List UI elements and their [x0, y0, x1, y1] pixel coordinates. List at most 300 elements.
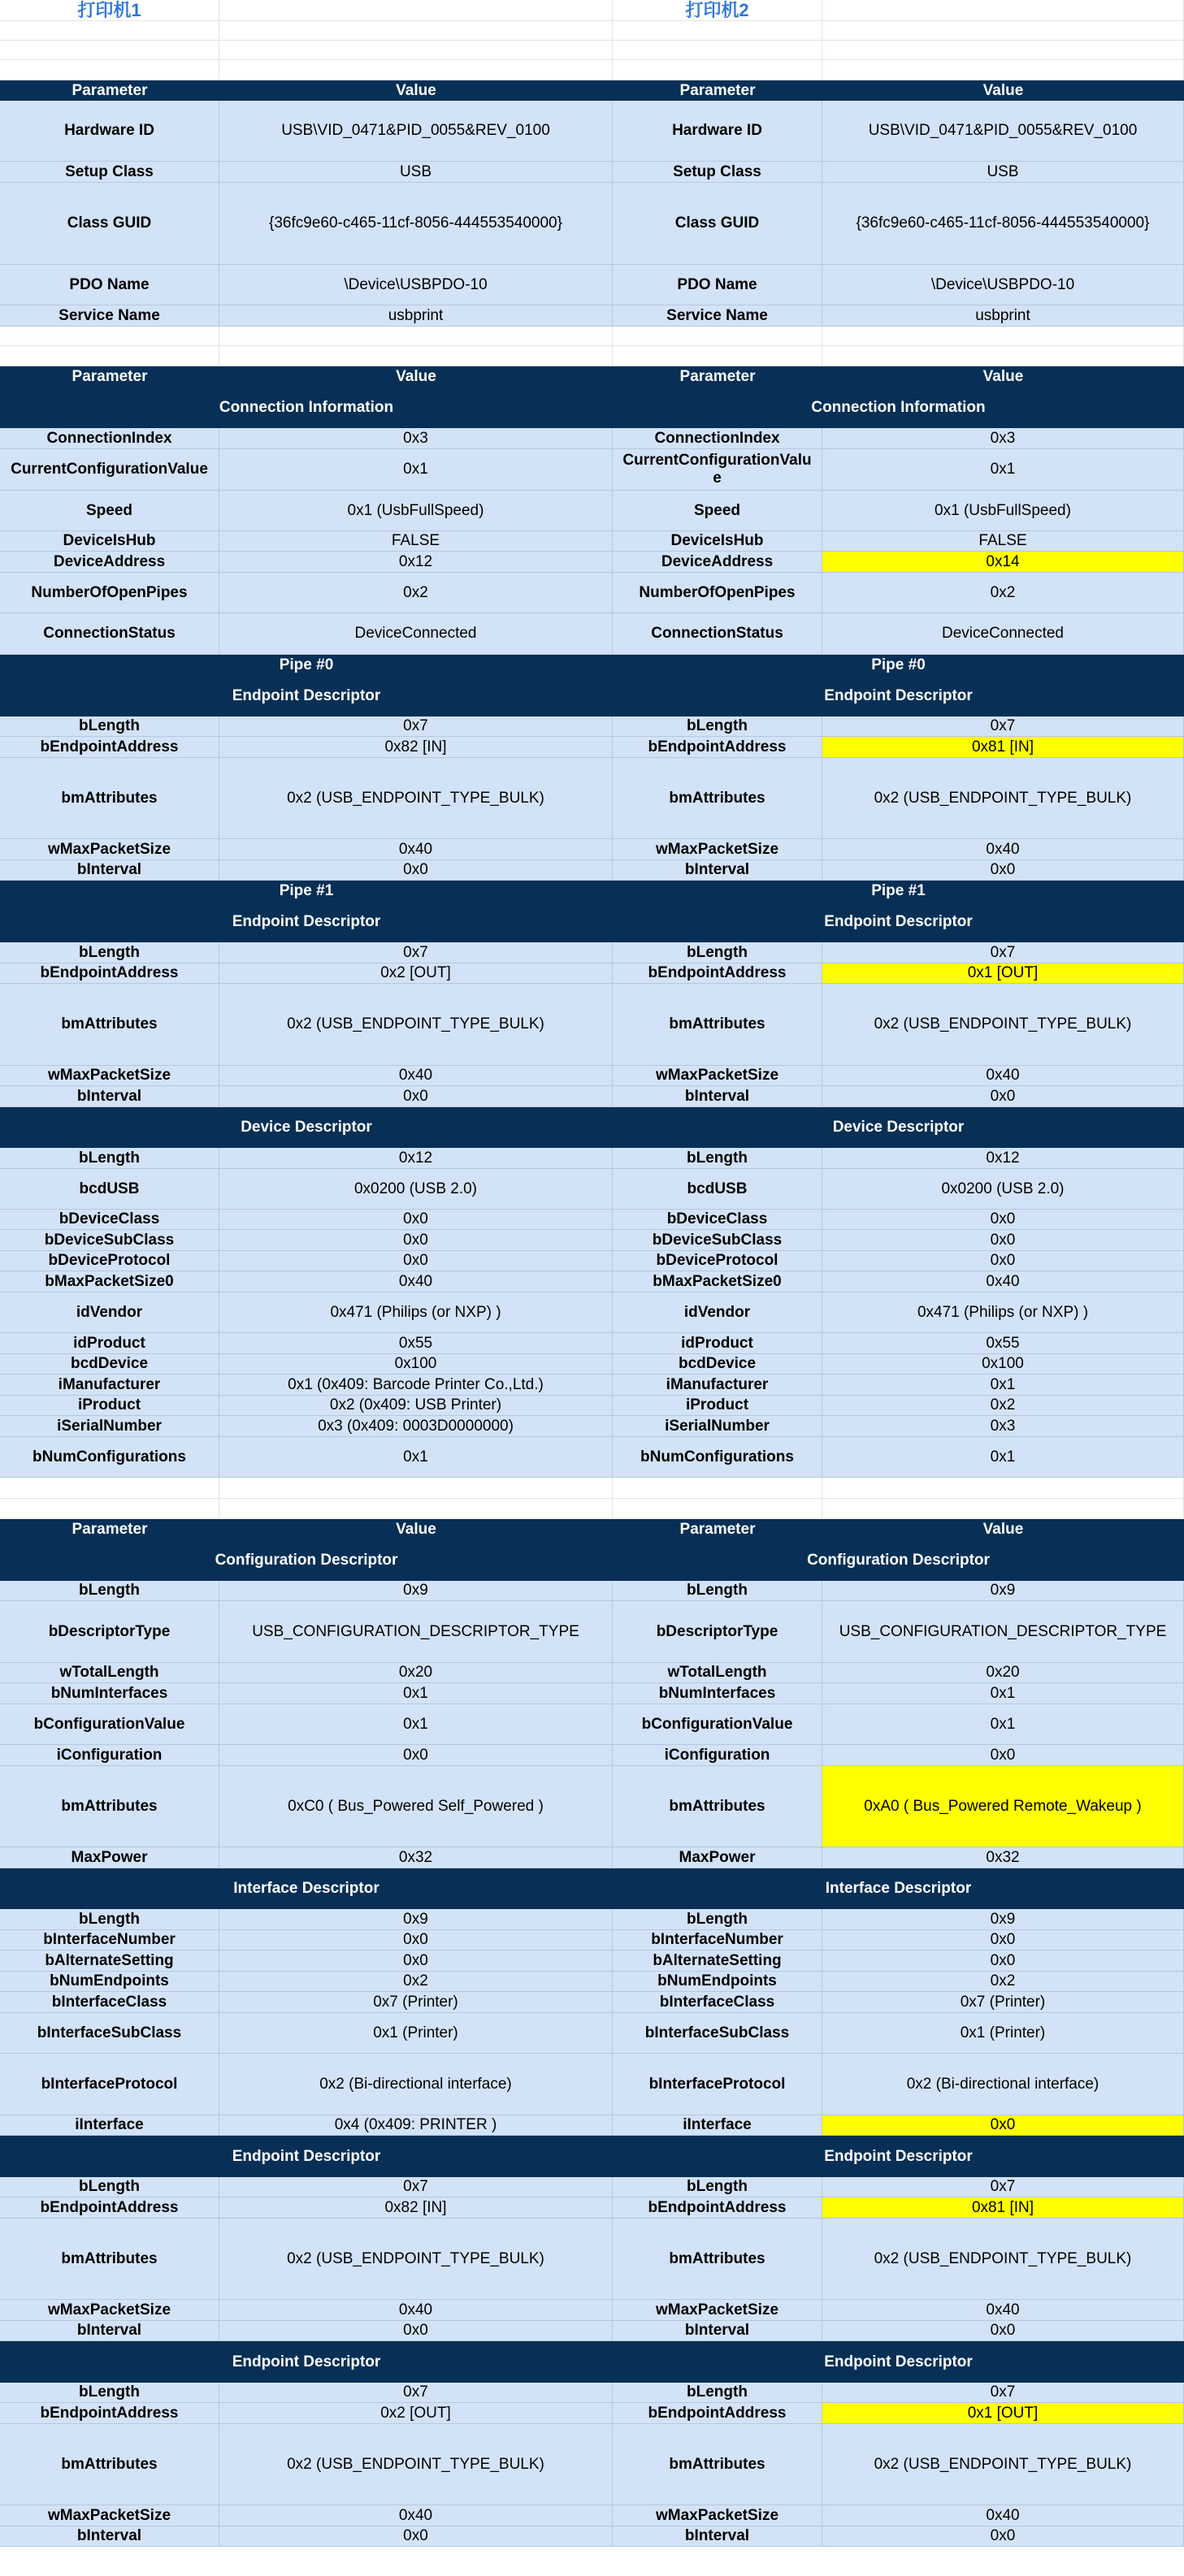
- value-cell-left[interactable]: 0x82 [IN]: [219, 737, 613, 758]
- parameter-name-left[interactable]: bDeviceClass: [0, 1210, 219, 1230]
- value-cell-right[interactable]: 0x1: [822, 1704, 1184, 1745]
- empty-cell[interactable]: [0, 1478, 219, 1499]
- parameter-name-right[interactable]: wMaxPacketSize: [613, 839, 822, 860]
- value-cell-left[interactable]: 0x0: [219, 1210, 613, 1230]
- value-cell-right[interactable]: 0x20: [822, 1663, 1184, 1683]
- empty-row: [0, 346, 1184, 366]
- table-row: [0, 2219, 1184, 2300]
- value-cell-right[interactable]: 0x2: [822, 1972, 1184, 1992]
- value-cell-highlighted-right[interactable]: 0x81 [IN]: [822, 2197, 1184, 2219]
- parameter-name-left[interactable]: bLength: [0, 2383, 219, 2403]
- empty-cell[interactable]: [822, 1499, 1184, 1519]
- parameter-name-right[interactable]: bEndpointAddress: [613, 963, 822, 984]
- parameter-name-right[interactable]: bConfigurationValue: [613, 1704, 822, 1745]
- value-cell-right[interactable]: 0x9: [822, 1581, 1184, 1601]
- value-cell-left[interactable]: 0x3: [219, 428, 613, 449]
- value-cell-right[interactable]: 0x0: [822, 2321, 1184, 2341]
- value-cell-left[interactable]: 0x9: [219, 1909, 613, 1930]
- value-cell-left[interactable]: 0x1: [219, 1437, 613, 1478]
- parameter-name-right[interactable]: Service Name: [613, 305, 822, 327]
- value-cell-left[interactable]: 0x2 [OUT]: [219, 963, 613, 984]
- parameter-name-left[interactable]: iManufacturer: [0, 1375, 219, 1396]
- parameter-name-right[interactable]: bcdUSB: [613, 1169, 822, 1210]
- value-cell-right[interactable]: 0x471 (Philips (or NXP) ): [822, 1292, 1184, 1333]
- value-cell-left[interactable]: USB_CONFIGURATION_DESCRIPTOR_TYPE: [219, 1601, 613, 1663]
- parameter-name-right[interactable]: wMaxPacketSize: [613, 2300, 822, 2321]
- value-cell-left[interactable]: 0x100: [219, 1354, 613, 1375]
- value-cell-right[interactable]: 0x100: [822, 1354, 1184, 1375]
- value-cell-left[interactable]: 0x7: [219, 717, 613, 737]
- parameter-name-right[interactable]: Setup Class: [613, 162, 822, 183]
- value-cell-right[interactable]: usbprint: [822, 305, 1184, 327]
- table-row: [0, 449, 1184, 491]
- empty-cell[interactable]: [219, 1478, 613, 1499]
- parameter-name-right[interactable]: bEndpointAddress: [613, 2403, 822, 2424]
- parameter-name-left[interactable]: wMaxPacketSize: [0, 2300, 219, 2321]
- empty-cell[interactable]: [219, 1499, 613, 1519]
- value-cell-left[interactable]: 0x3 (0x409: 0003D0000000): [219, 1416, 613, 1437]
- parameter-name-left[interactable]: bcdDevice: [0, 1354, 219, 1375]
- value-cell-right[interactable]: 0x7: [822, 2177, 1184, 2197]
- parameter-name-right[interactable]: bEndpointAddress: [613, 737, 822, 758]
- value-cell-left[interactable]: 0x40: [219, 1066, 613, 1086]
- parameter-name-left[interactable]: bLength: [0, 1909, 219, 1930]
- empty-cell[interactable]: [613, 346, 822, 366]
- table-row: [0, 963, 1184, 984]
- parameter-name-left[interactable]: bNumEndpoints: [0, 1972, 219, 1992]
- empty-cell[interactable]: [219, 0, 613, 21]
- parameter-name-left[interactable]: bLength: [0, 942, 219, 963]
- value-cell-right[interactable]: 0x3: [822, 428, 1184, 449]
- parameter-name-left[interactable]: bEndpointAddress: [0, 2197, 219, 2219]
- value-cell-right[interactable]: {36fc9e60-c465-11cf-8056-444553540000}: [822, 183, 1184, 265]
- value-cell-left[interactable]: 0x7: [219, 2383, 613, 2403]
- table-row: [0, 2115, 1184, 2136]
- parameter-name-left[interactable]: Setup Class: [0, 162, 219, 183]
- value-cell-left[interactable]: 0x1 (UsbFullSpeed): [219, 491, 613, 531]
- value-cell-left[interactable]: {36fc9e60-c465-11cf-8056-444553540000}: [219, 183, 613, 265]
- table-row: [0, 1169, 1184, 1210]
- parameter-name-left[interactable]: bInterval: [0, 860, 219, 881]
- value-cell-right[interactable]: 0x2 (Bi-directional interface): [822, 2054, 1184, 2115]
- parameter-name-left[interactable]: bmAttributes: [0, 2219, 219, 2300]
- table-row: [0, 2177, 1184, 2197]
- value-cell-left[interactable]: 0x2 [OUT]: [219, 2403, 613, 2424]
- parameter-name-right[interactable]: bDeviceSubClass: [613, 1230, 822, 1251]
- value-cell-left[interactable]: 0x0200 (USB 2.0): [219, 1169, 613, 1210]
- parameter-name-left[interactable]: PDO Name: [0, 265, 219, 305]
- value-cell-right[interactable]: 0x0: [822, 1210, 1184, 1230]
- value-cell-left[interactable]: 0x40: [219, 2505, 613, 2526]
- parameter-name-left[interactable]: bEndpointAddress: [0, 2403, 219, 2424]
- parameter-name-left[interactable]: idProduct: [0, 1333, 219, 1354]
- value-cell-left[interactable]: 0x471 (Philips (or NXP) ): [219, 1292, 613, 1333]
- parameter-name-left[interactable]: bLength: [0, 1148, 219, 1169]
- parameter-name-right[interactable]: bInterval: [613, 1086, 822, 1107]
- value-cell-left[interactable]: USB\VID_0471&PID_0055&REV_0100: [219, 101, 613, 162]
- value-cell-right[interactable]: \Device\USBPDO-10: [822, 265, 1184, 305]
- value-cell-left[interactable]: DeviceConnected: [219, 613, 613, 655]
- table-header-row: [0, 366, 1184, 387]
- section-title-right: Interface Descriptor: [613, 1868, 1184, 1909]
- empty-cell[interactable]: [0, 327, 219, 346]
- value-cell-left[interactable]: 0x1 (0x409: Barcode Printer Co.,Ltd.): [219, 1375, 613, 1396]
- value-cell-left[interactable]: 0x2 (USB_ENDPOINT_TYPE_BULK): [219, 2424, 613, 2505]
- parameter-name-left[interactable]: wMaxPacketSize: [0, 1066, 219, 1086]
- value-cell-right[interactable]: USB: [822, 162, 1184, 183]
- section-title-left: Endpoint Descriptor: [0, 2136, 613, 2177]
- parameter-name-right[interactable]: CurrentConfigurationValu e: [613, 449, 822, 491]
- parameter-name-right[interactable]: bLength: [613, 2177, 822, 2197]
- empty-cell[interactable]: [822, 346, 1184, 366]
- parameter-name-left[interactable]: bEndpointAddress: [0, 963, 219, 984]
- value-cell-right[interactable]: 0x1 (Printer): [822, 2013, 1184, 2054]
- value-cell-right[interactable]: 0x2 (USB_ENDPOINT_TYPE_BULK): [822, 2219, 1184, 2300]
- value-cell-right[interactable]: 0x12: [822, 1148, 1184, 1169]
- parameter-name-right[interactable]: iSerialNumber: [613, 1416, 822, 1437]
- parameter-name-right[interactable]: wMaxPacketSize: [613, 1066, 822, 1086]
- empty-cell[interactable]: [0, 346, 219, 366]
- parameter-name-left[interactable]: bNumConfigurations: [0, 1437, 219, 1478]
- value-cell-right[interactable]: 0x0: [822, 860, 1184, 881]
- parameter-name-left[interactable]: ConnectionIndex: [0, 428, 219, 449]
- table-row: [0, 1766, 1184, 1847]
- parameter-name-right[interactable]: bNumConfigurations: [613, 1437, 822, 1478]
- value-cell-left[interactable]: 0x12: [219, 1148, 613, 1169]
- parameter-name-left[interactable]: bConfigurationValue: [0, 1704, 219, 1745]
- empty-cell[interactable]: [219, 41, 613, 60]
- value-cell-left[interactable]: 0x2 (USB_ENDPOINT_TYPE_BULK): [219, 984, 613, 1066]
- parameter-name-right[interactable]: iManufacturer: [613, 1375, 822, 1396]
- section-title-right: Configuration Descriptor: [613, 1539, 1184, 1581]
- parameter-name-left[interactable]: bmAttributes: [0, 1766, 219, 1847]
- empty-cell[interactable]: [822, 60, 1184, 80]
- value-cell-right[interactable]: 0x2 (USB_ENDPOINT_TYPE_BULK): [822, 758, 1184, 839]
- value-cell-left[interactable]: 0x9: [219, 1581, 613, 1601]
- parameter-name-left[interactable]: iConfiguration: [0, 1745, 219, 1766]
- value-cell-right[interactable]: 0x0: [822, 1950, 1184, 1972]
- value-cell-left[interactable]: 0x12: [219, 552, 613, 573]
- parameter-name-left[interactable]: bInterfaceNumber: [0, 1930, 219, 1950]
- parameter-name-right[interactable]: bLength: [613, 2383, 822, 2403]
- value-cell-left[interactable]: 0x1: [219, 1683, 613, 1704]
- parameter-name-left[interactable]: bDescriptorType: [0, 1601, 219, 1663]
- parameter-name-right[interactable]: Class GUID: [613, 183, 822, 265]
- parameter-name-right[interactable]: bInterval: [613, 2321, 822, 2341]
- value-cell-right[interactable]: 0x40: [822, 1271, 1184, 1292]
- value-cell-highlighted-right[interactable]: 0x81 [IN]: [822, 737, 1184, 758]
- value-cell-right[interactable]: 0x0: [822, 1745, 1184, 1766]
- parameter-name-right[interactable]: bDescriptorType: [613, 1601, 822, 1663]
- parameter-name-right[interactable]: Hardware ID: [613, 101, 822, 162]
- parameter-name-right[interactable]: iProduct: [613, 1396, 822, 1416]
- value-cell-left[interactable]: 0x40: [219, 839, 613, 860]
- parameter-name-left[interactable]: bLength: [0, 717, 219, 737]
- value-cell-right[interactable]: 0x40: [822, 2505, 1184, 2526]
- parameter-name-right[interactable]: bInterfaceSubClass: [613, 2013, 822, 2054]
- parameter-name-right[interactable]: bLength: [613, 1581, 822, 1601]
- empty-cell[interactable]: [613, 60, 822, 80]
- value-cell-left[interactable]: 0x0: [219, 1086, 613, 1107]
- parameter-name-right[interactable]: wMaxPacketSize: [613, 2505, 822, 2526]
- parameter-name-left[interactable]: bmAttributes: [0, 984, 219, 1066]
- value-cell-right[interactable]: 0x9: [822, 1909, 1184, 1930]
- value-cell-right[interactable]: 0x1: [822, 1683, 1184, 1704]
- value-cell-left[interactable]: 0x0: [219, 1230, 613, 1251]
- parameter-name-left[interactable]: Service Name: [0, 305, 219, 327]
- parameter-name-left[interactable]: bInterval: [0, 2526, 219, 2547]
- parameter-name-left[interactable]: wTotalLength: [0, 1663, 219, 1683]
- value-cell-right[interactable]: 0x0: [822, 1086, 1184, 1107]
- value-cell-right[interactable]: 0x2: [822, 573, 1184, 613]
- parameter-name-right[interactable]: bLength: [613, 1148, 822, 1169]
- value-cell-left[interactable]: 0x2 (Bi-directional interface): [219, 2054, 613, 2115]
- value-cell-left[interactable]: 0x2: [219, 573, 613, 613]
- parameter-name-left[interactable]: bInterfaceSubClass: [0, 2013, 219, 2054]
- value-cell-right[interactable]: 0x0: [822, 1251, 1184, 1271]
- parameter-name-right[interactable]: bLength: [613, 942, 822, 963]
- parameter-name-right[interactable]: ConnectionIndex: [613, 428, 822, 449]
- value-cell-left[interactable]: 0x2 (USB_ENDPOINT_TYPE_BULK): [219, 758, 613, 839]
- parameter-name-left[interactable]: ConnectionStatus: [0, 613, 219, 655]
- empty-cell[interactable]: [0, 41, 219, 60]
- value-cell-right[interactable]: USB\VID_0471&PID_0055&REV_0100: [822, 101, 1184, 162]
- parameter-name-left[interactable]: bmAttributes: [0, 758, 219, 839]
- parameter-name-left[interactable]: bMaxPacketSize0: [0, 1271, 219, 1292]
- parameter-name-left[interactable]: iSerialNumber: [0, 1416, 219, 1437]
- parameter-name-left[interactable]: wMaxPacketSize: [0, 839, 219, 860]
- parameter-name-right[interactable]: bDeviceProtocol: [613, 1251, 822, 1271]
- parameter-name-left[interactable]: DeviceAddress: [0, 552, 219, 573]
- parameter-name-right[interactable]: bInterfaceNumber: [613, 1930, 822, 1950]
- value-cell-left[interactable]: 0x0: [219, 1950, 613, 1972]
- section-title-right: Endpoint Descriptor: [613, 2341, 1184, 2383]
- empty-cell[interactable]: [822, 21, 1184, 41]
- value-cell-right[interactable]: 0x0200 (USB 2.0): [822, 1169, 1184, 1210]
- parameter-name-right[interactable]: bmAttributes: [613, 1766, 822, 1847]
- value-cell-right[interactable]: 0x1: [822, 449, 1184, 491]
- empty-cell[interactable]: [613, 327, 822, 346]
- parameter-name-left[interactable]: bEndpointAddress: [0, 737, 219, 758]
- table-row: [0, 1066, 1184, 1086]
- parameter-name-right[interactable]: bLength: [613, 717, 822, 737]
- parameter-name-left[interactable]: Speed: [0, 491, 219, 531]
- value-cell-right[interactable]: 0x7 (Printer): [822, 1992, 1184, 2013]
- parameter-name-right[interactable]: bInterval: [613, 860, 822, 881]
- value-cell-right[interactable]: USB_CONFIGURATION_DESCRIPTOR_TYPE: [822, 1601, 1184, 1663]
- parameter-name-right[interactable]: NumberOfOpenPipes: [613, 573, 822, 613]
- parameter-name-left[interactable]: bLength: [0, 1581, 219, 1601]
- empty-cell[interactable]: [0, 60, 219, 80]
- parameter-name-right[interactable]: bEndpointAddress: [613, 2197, 822, 2219]
- value-cell-left[interactable]: usbprint: [219, 305, 613, 327]
- value-cell-highlighted-right[interactable]: 0x1 [OUT]: [822, 963, 1184, 984]
- parameter-name-left[interactable]: iProduct: [0, 1396, 219, 1416]
- parameter-name-right[interactable]: bNumEndpoints: [613, 1972, 822, 1992]
- parameter-name-right[interactable]: bcdDevice: [613, 1354, 822, 1375]
- value-cell-left[interactable]: 0x1: [219, 449, 613, 491]
- value-cell-left[interactable]: 0x55: [219, 1333, 613, 1354]
- empty-row: [0, 327, 1184, 346]
- value-cell-left[interactable]: 0x32: [219, 1847, 613, 1868]
- parameter-name-right[interactable]: bAlternateSetting: [613, 1950, 822, 1972]
- value-cell-right[interactable]: 0x32: [822, 1847, 1184, 1868]
- empty-cell[interactable]: [822, 41, 1184, 60]
- value-cell-left[interactable]: FALSE: [219, 531, 613, 552]
- value-cell-left[interactable]: 0x4 (0x409: PRINTER ): [219, 2115, 613, 2136]
- empty-cell[interactable]: [822, 327, 1184, 346]
- parameter-name-right[interactable]: DeviceIsHub: [613, 531, 822, 552]
- parameter-name-right[interactable]: MaxPower: [613, 1847, 822, 1868]
- table-row: [0, 1704, 1184, 1745]
- parameter-name-left[interactable]: bmAttributes: [0, 2424, 219, 2505]
- value-cell-right[interactable]: 0x2: [822, 1396, 1184, 1416]
- table-row: [0, 2321, 1184, 2341]
- parameter-name-left[interactable]: bLength: [0, 2177, 219, 2197]
- value-cell-right[interactable]: 0x55: [822, 1333, 1184, 1354]
- parameter-name-left[interactable]: iInterface: [0, 2115, 219, 2136]
- parameter-name-left[interactable]: bDeviceProtocol: [0, 1251, 219, 1271]
- value-cell-left[interactable]: 0x2: [219, 1972, 613, 1992]
- value-cell-left[interactable]: 0x0: [219, 1251, 613, 1271]
- value-cell-right[interactable]: 0x1: [822, 1375, 1184, 1396]
- value-cell-left[interactable]: 0x0: [219, 2526, 613, 2547]
- empty-cell[interactable]: [0, 21, 219, 41]
- parameter-name-left[interactable]: bInterfaceClass: [0, 1992, 219, 2013]
- parameter-name-left[interactable]: CurrentConfigurationValue: [0, 449, 219, 491]
- value-cell-right[interactable]: 0x3: [822, 1416, 1184, 1437]
- value-cell-right[interactable]: DeviceConnected: [822, 613, 1184, 655]
- value-cell-right[interactable]: 0x7: [822, 717, 1184, 737]
- parameter-name-left[interactable]: Class GUID: [0, 183, 219, 265]
- value-cell-right[interactable]: 0x40: [822, 2300, 1184, 2321]
- parameter-name-right[interactable]: bmAttributes: [613, 984, 822, 1066]
- parameter-name-right[interactable]: bmAttributes: [613, 2219, 822, 2300]
- value-cell-left[interactable]: 0x40: [219, 1271, 613, 1292]
- value-cell-left[interactable]: 0x7: [219, 2177, 613, 2197]
- value-cell-left[interactable]: USB: [219, 162, 613, 183]
- parameter-name-left[interactable]: bNumInterfaces: [0, 1683, 219, 1704]
- value-cell-left[interactable]: 0xC0 ( Bus_Powered Self_Powered ): [219, 1766, 613, 1847]
- empty-cell[interactable]: [822, 1478, 1184, 1499]
- parameter-name-right[interactable]: bInterval: [613, 2526, 822, 2547]
- value-cell-right[interactable]: 0x0: [822, 1930, 1184, 1950]
- value-cell-left[interactable]: 0x82 [IN]: [219, 2197, 613, 2219]
- value-cell-highlighted-right[interactable]: 0xA0 ( Bus_Powered Remote_Wakeup ): [822, 1766, 1184, 1847]
- parameter-name-right[interactable]: bInterfaceClass: [613, 1992, 822, 2013]
- parameter-name-left[interactable]: wMaxPacketSize: [0, 2505, 219, 2526]
- value-cell-left[interactable]: 0x7 (Printer): [219, 1992, 613, 2013]
- empty-cell[interactable]: [613, 1478, 822, 1499]
- value-cell-left[interactable]: 0x1: [219, 1704, 613, 1745]
- empty-cell[interactable]: [613, 21, 822, 41]
- parameter-column-header: Parameter: [613, 366, 822, 387]
- value-cell-right[interactable]: 0x40: [822, 1066, 1184, 1086]
- section-title-right: Connection Information: [613, 387, 1184, 428]
- parameter-name-left[interactable]: bInterfaceProtocol: [0, 2054, 219, 2115]
- parameter-name-right[interactable]: bmAttributes: [613, 2424, 822, 2505]
- parameter-name-right[interactable]: bLength: [613, 1909, 822, 1930]
- parameter-name-right[interactable]: bDeviceClass: [613, 1210, 822, 1230]
- parameter-name-right[interactable]: bInterfaceProtocol: [613, 2054, 822, 2115]
- empty-row: [0, 41, 1184, 60]
- parameter-name-left[interactable]: bInterval: [0, 2321, 219, 2341]
- parameter-name-right[interactable]: bMaxPacketSize0: [613, 1271, 822, 1292]
- empty-cell[interactable]: [219, 21, 613, 41]
- value-cell-left[interactable]: 0x0: [219, 1745, 613, 1766]
- parameter-name-right[interactable]: iInterface: [613, 2115, 822, 2136]
- value-cell-right[interactable]: 0x0: [822, 1230, 1184, 1251]
- section-header-row: [0, 387, 1184, 428]
- parameter-name-right[interactable]: idVendor: [613, 1292, 822, 1333]
- value-cell-left[interactable]: 0x2 (USB_ENDPOINT_TYPE_BULK): [219, 2219, 613, 2300]
- value-cell-left[interactable]: 0x1 (Printer): [219, 2013, 613, 2054]
- value-cell-left[interactable]: 0x2 (0x409: USB Printer): [219, 1396, 613, 1416]
- table-row: [0, 1909, 1184, 1930]
- parameter-name-left[interactable]: bInterval: [0, 1086, 219, 1107]
- parameter-name-right[interactable]: PDO Name: [613, 265, 822, 305]
- parameter-name-left[interactable]: bAlternateSetting: [0, 1950, 219, 1972]
- empty-cell[interactable]: [822, 0, 1184, 21]
- value-cell-highlighted-right[interactable]: 0x14: [822, 552, 1184, 573]
- value-cell-right[interactable]: 0x0: [822, 2526, 1184, 2547]
- parameter-name-right[interactable]: iConfiguration: [613, 1745, 822, 1766]
- parameter-name-left[interactable]: idVendor: [0, 1292, 219, 1333]
- value-cell-right[interactable]: 0x7: [822, 942, 1184, 963]
- value-cell-right[interactable]: 0x2 (USB_ENDPOINT_TYPE_BULK): [822, 2424, 1184, 2505]
- parameter-name-left[interactable]: Hardware ID: [0, 101, 219, 162]
- parameter-name-right[interactable]: bNumInterfaces: [613, 1683, 822, 1704]
- table-row: [0, 1601, 1184, 1663]
- section-header-row: [0, 675, 1184, 717]
- parameter-name-right[interactable]: ConnectionStatus: [613, 613, 822, 655]
- parameter-name-right[interactable]: idProduct: [613, 1333, 822, 1354]
- parameter-name-left[interactable]: MaxPower: [0, 1847, 219, 1868]
- parameter-name-left[interactable]: bDeviceSubClass: [0, 1230, 219, 1251]
- value-cell-right[interactable]: 0x1: [822, 1437, 1184, 1478]
- empty-cell[interactable]: [613, 41, 822, 60]
- value-cell-left[interactable]: 0x0: [219, 1930, 613, 1950]
- value-cell-right[interactable]: 0x2 (USB_ENDPOINT_TYPE_BULK): [822, 984, 1184, 1066]
- parameter-name-left[interactable]: bcdUSB: [0, 1169, 219, 1210]
- value-cell-highlighted-right[interactable]: 0x0: [822, 2115, 1184, 2136]
- empty-cell[interactable]: [219, 327, 613, 346]
- parameter-name-left[interactable]: DeviceIsHub: [0, 531, 219, 552]
- value-cell-left[interactable]: 0x40: [219, 2300, 613, 2321]
- value-cell-left[interactable]: \Device\USBPDO-10: [219, 265, 613, 305]
- parameter-name-left[interactable]: NumberOfOpenPipes: [0, 573, 219, 613]
- parameter-name-right[interactable]: bmAttributes: [613, 758, 822, 839]
- parameter-name-right[interactable]: wTotalLength: [613, 1663, 822, 1683]
- empty-cell[interactable]: [613, 1499, 822, 1519]
- empty-cell[interactable]: [219, 60, 613, 80]
- value-cell-right[interactable]: FALSE: [822, 531, 1184, 552]
- value-cell-highlighted-right[interactable]: 0x1 [OUT]: [822, 2403, 1184, 2424]
- value-cell-right[interactable]: 0x7: [822, 2383, 1184, 2403]
- parameter-name-right[interactable]: Speed: [613, 491, 822, 531]
- value-cell-left[interactable]: 0x7: [219, 942, 613, 963]
- empty-cell[interactable]: [219, 346, 613, 366]
- table-row: [0, 1663, 1184, 1683]
- value-cell-right[interactable]: 0x40: [822, 839, 1184, 860]
- value-cell-left[interactable]: 0x0: [219, 860, 613, 881]
- parameter-name-right[interactable]: DeviceAddress: [613, 552, 822, 573]
- value-column-header: Value: [822, 366, 1184, 387]
- value-cell-right[interactable]: 0x1 (UsbFullSpeed): [822, 491, 1184, 531]
- value-cell-left[interactable]: 0x20: [219, 1663, 613, 1683]
- empty-cell[interactable]: [0, 1499, 219, 1519]
- value-cell-left[interactable]: 0x0: [219, 2321, 613, 2341]
